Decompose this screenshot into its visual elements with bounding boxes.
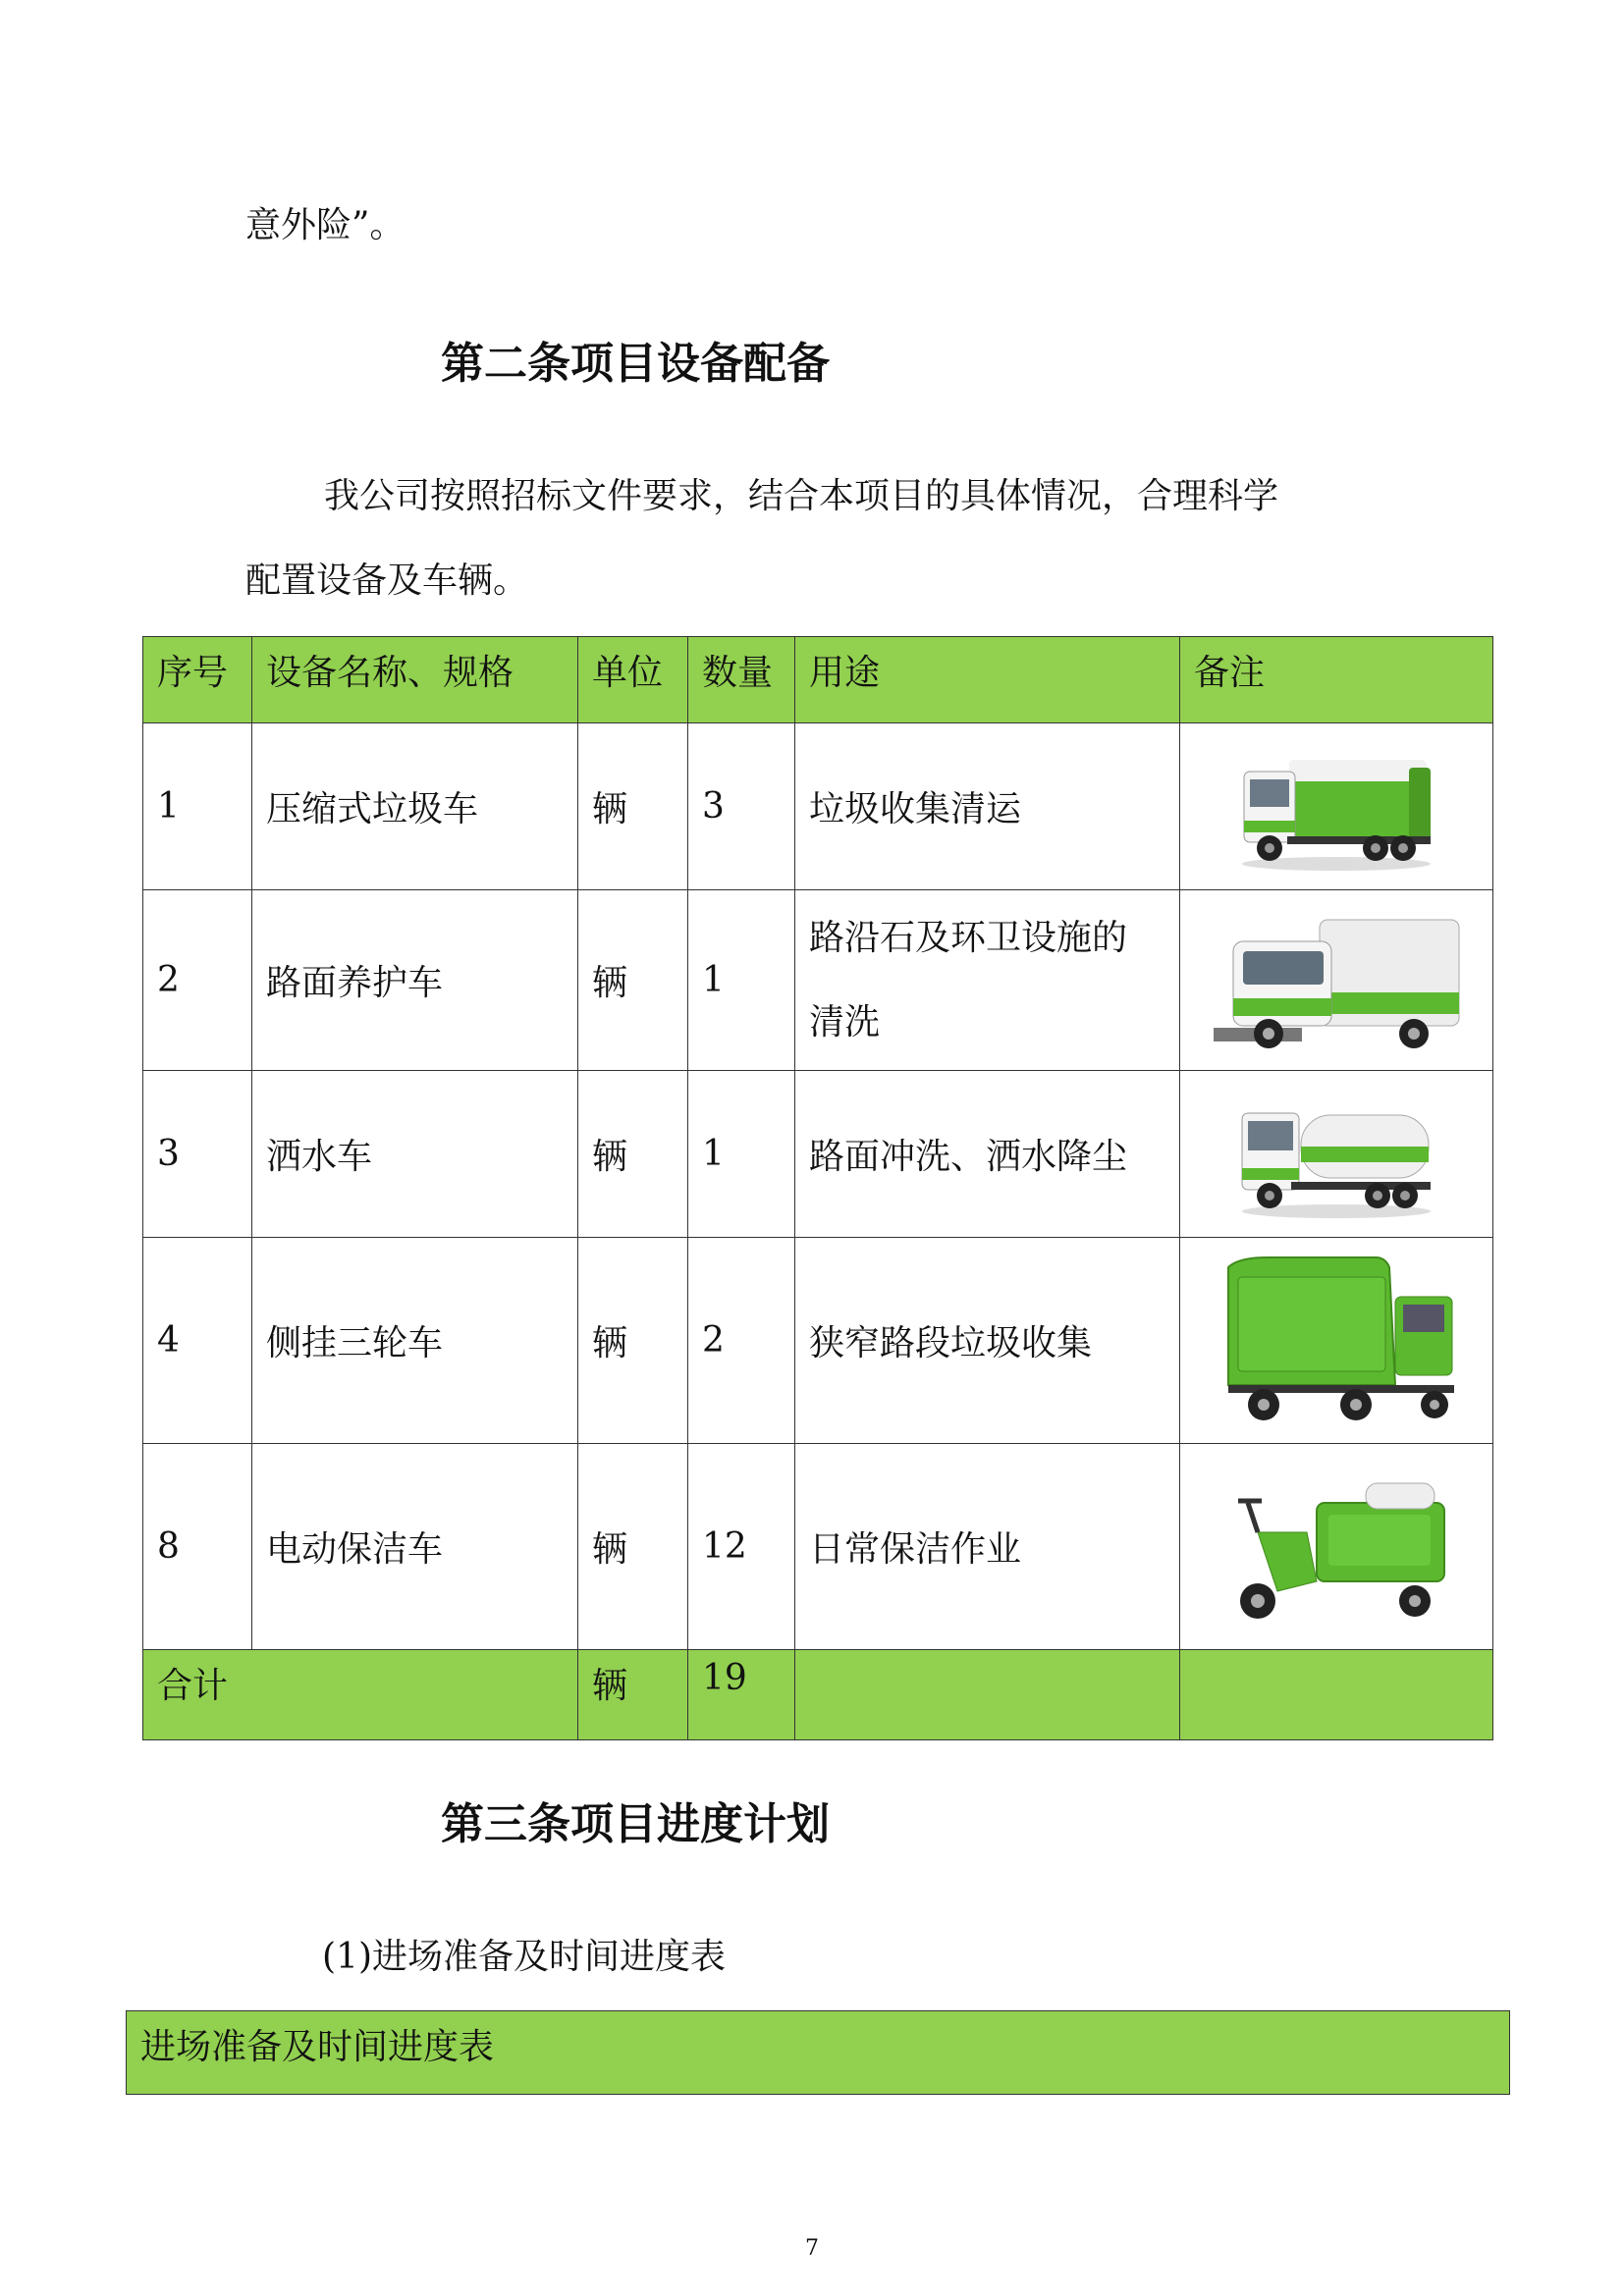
table-row [143,1444,1493,1650]
row-number: 3 [143,1071,252,1238]
quantity: 3 [688,723,795,890]
usage [795,890,1180,1071]
equipment-name: 电动保洁车 [252,1444,578,1650]
intro-paragraph-line-1: 我公司按照招标文件要求，结合本项目的具体情况，合理科学 [324,476,1279,516]
total-label: 合计 [143,1650,578,1740]
usage: 垃圾收集清运 [795,723,1180,890]
schedule-header-label: 进场准备及时间进度表 [140,2027,495,2067]
usage: 狭窄路段垃圾收集 [795,1238,1180,1444]
remark-image-cell [1180,723,1493,890]
unit: 辆 [578,1071,688,1238]
sub-item-title: (1)进场准备及时间进度表 [322,1937,726,1977]
usage: 日常保洁作业 [795,1444,1180,1650]
page-number: 7 [805,2236,819,2261]
table-row [143,1238,1493,1444]
table-total-row [143,1650,1493,1740]
schedule-table-header [126,2010,1510,2095]
quantity: 1 [688,890,795,1071]
usage: 路面冲洗、洒水降尘 [795,1071,1180,1238]
table-row [143,890,1493,1071]
unit: 辆 [578,890,688,1071]
compactor-truck-image [1228,738,1444,876]
total-remark-empty [1180,1650,1493,1740]
table-row [143,1071,1493,1238]
remark-image-cell [1180,890,1493,1071]
unit: 辆 [578,1238,688,1444]
equipment-name: 洒水车 [252,1071,578,1238]
total-unit: 辆 [578,1650,688,1740]
header-cell: 用途 [795,637,1180,723]
usage-line: 路沿石及环卫设施的 [809,917,1128,958]
quantity: 12 [688,1444,795,1650]
remark-image-cell [1180,1238,1493,1444]
side-loading-tricycle-image [1209,1248,1464,1434]
header-cell: 单位 [578,637,688,723]
row-number: 2 [143,890,252,1071]
remark-image-cell [1180,1444,1493,1650]
header-cell: 序号 [143,637,252,723]
row-number: 8 [143,1444,252,1650]
equipment-table [142,636,1493,1740]
electric-cleaning-tricycle-image [1218,1464,1454,1630]
equipment-name: 路面养护车 [252,890,578,1071]
quantity: 2 [688,1238,795,1444]
unit: 辆 [578,1444,688,1650]
total-usage-empty [795,1650,1180,1740]
total-quantity: 19 [688,1650,795,1740]
header-cell: 数量 [688,637,795,723]
section-title-schedule: 第三条项目进度计划 [441,1799,830,1849]
sprinkler-truck-image [1228,1086,1444,1223]
road-maintenance-truck-image [1204,902,1469,1059]
table-row [143,723,1493,890]
table-header-row [143,637,1493,723]
intro-paragraph-line-2: 配置设备及车辆。 [245,561,529,601]
row-number: 1 [143,723,252,890]
continued-text: 意外险”。 [245,205,406,245]
usage-line: 清洗 [809,1001,881,1042]
header-cell: 设备名称、规格 [252,637,578,723]
unit: 辆 [578,723,688,890]
header-cell: 备注 [1180,637,1493,723]
remark-image-cell [1180,1071,1493,1238]
section-title-equipment: 第二条项目设备配备 [441,339,830,389]
equipment-name: 压缩式垃圾车 [252,723,578,890]
equipment-name: 侧挂三轮车 [252,1238,578,1444]
quantity: 1 [688,1071,795,1238]
row-number: 4 [143,1238,252,1444]
